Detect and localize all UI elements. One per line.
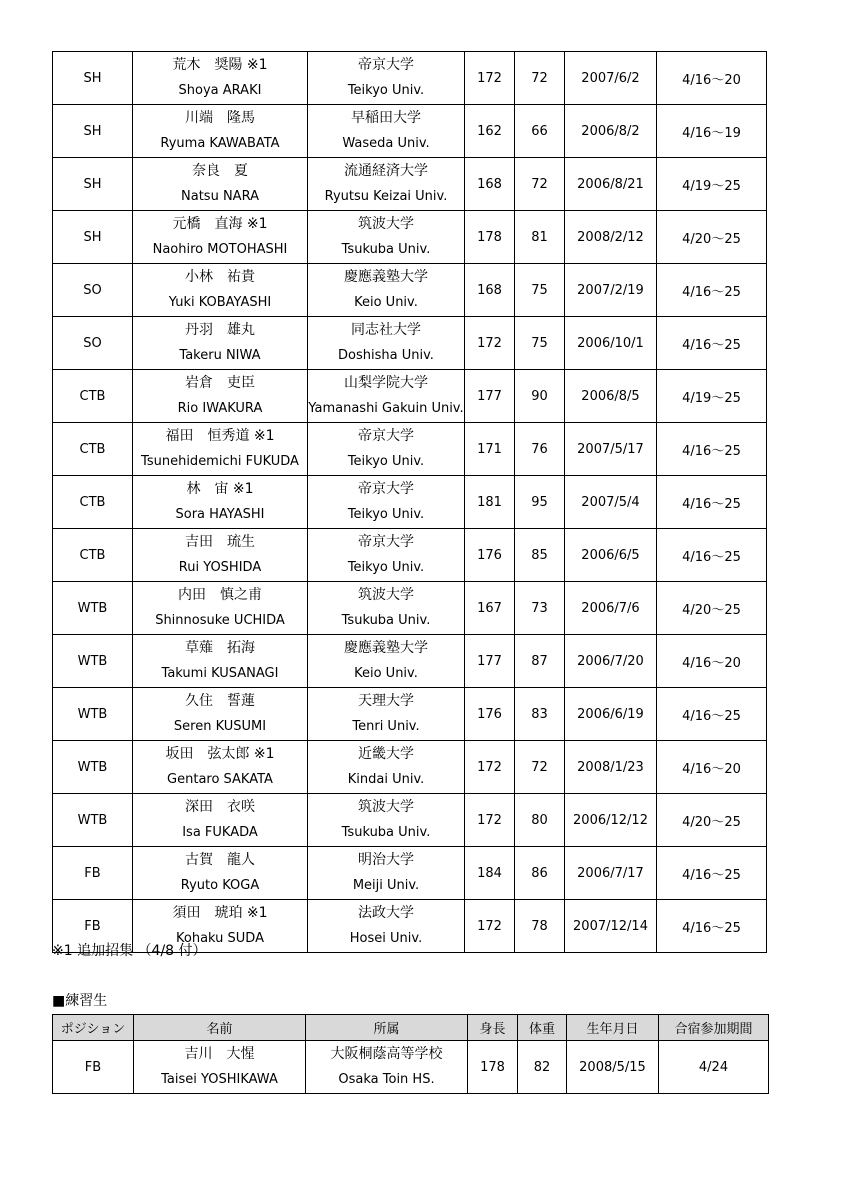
position-cell: WTB [53,741,133,794]
weight-cell: 80 [515,794,565,847]
name-japanese: 坂田 弦太郎 ※1 [165,746,275,762]
affiliation-cell [308,476,465,529]
camp-period-cell: 4/16～25 [657,847,767,900]
table-row [53,582,767,635]
name-cell [133,105,308,158]
table-row [53,105,767,158]
table-row [53,52,767,105]
camp-period-cell: 4/19～25 [657,370,767,423]
camp-period-cell: 4/16～25 [657,688,767,741]
affiliation-english: Ryutsu Keizai Univ. [324,189,448,204]
name-english: Shoya ARAKI [178,83,262,98]
height-cell: 172 [465,741,515,794]
affiliation-japanese: 早稲田大学 [351,110,421,126]
header-birthdate: 生年月日 [567,1015,659,1041]
height-cell: 177 [465,635,515,688]
name-cell [133,370,308,423]
position-cell: FB [53,847,133,900]
height-cell: 181 [465,476,515,529]
birthdate-cell: 2007/2/19 [565,264,657,317]
position-cell: SH [53,158,133,211]
table-row [53,211,767,264]
header-height: 身長 [468,1015,518,1041]
height-cell: 177 [465,370,515,423]
table-row [53,317,767,370]
practice-header-row [53,1015,769,1041]
table-row [53,847,767,900]
height-cell: 178 [465,211,515,264]
affiliation-japanese: 筑波大学 [358,799,414,815]
weight-cell: 82 [518,1041,567,1094]
name-cell [133,529,308,582]
weight-cell: 66 [515,105,565,158]
weight-cell: 72 [515,52,565,105]
affiliation-japanese: 慶應義塾大学 [344,269,428,285]
affiliation-english: Osaka Toin HS. [338,1072,435,1087]
position-cell: CTB [53,423,133,476]
birthdate-cell: 2006/8/21 [565,158,657,211]
height-cell: 168 [465,158,515,211]
affiliation-cell [308,317,465,370]
affiliation-english: Meiji Univ. [352,878,420,893]
name-english: Takumi KUSANAGI [161,666,279,681]
camp-period-cell: 4/19～25 [657,158,767,211]
name-cell [133,52,308,105]
affiliation-cell [308,900,465,953]
practice-table-body [53,1041,769,1094]
height-cell: 167 [465,582,515,635]
affiliation-english: Doshisha Univ. [338,348,434,363]
name-japanese: 川端 隆馬 [185,110,255,126]
name-cell [133,794,308,847]
affiliation-english: Tenri Univ. [352,719,420,734]
position-cell: SO [53,317,133,370]
weight-cell: 87 [515,635,565,688]
name-english: Rio IWAKURA [177,401,263,416]
affiliation-cell [308,158,465,211]
name-cell [133,264,308,317]
name-cell [133,476,308,529]
affiliation-japanese: 帝京大学 [358,534,414,550]
affiliation-cell [306,1041,468,1094]
name-cell [134,1041,306,1094]
position-cell: CTB [53,370,133,423]
position-cell: WTB [53,582,133,635]
name-english: Natsu NARA [181,189,259,204]
height-cell: 184 [465,847,515,900]
name-cell [133,847,308,900]
affiliation-japanese: 山梨学院大学 [344,375,428,391]
weight-cell: 72 [515,741,565,794]
name-english: Taisei YOSHIKAWA [161,1072,278,1087]
birthdate-cell: 2006/12/12 [565,794,657,847]
affiliation-japanese: 流通経済大学 [344,163,428,179]
position-cell: SO [53,264,133,317]
name-japanese: 丹羽 雄丸 [185,322,255,338]
birthdate-cell: 2006/6/19 [565,688,657,741]
birthdate-cell: 2006/7/6 [565,582,657,635]
position-cell: WTB [53,794,133,847]
name-english: Kohaku SUDA [176,931,264,946]
affiliation-english: Teikyo Univ. [347,454,425,469]
height-cell: 172 [465,52,515,105]
name-japanese: 草薙 拓海 [185,640,255,656]
affiliation-english: Kindai Univ. [347,772,425,787]
height-cell: 176 [465,529,515,582]
weight-cell: 81 [515,211,565,264]
birthdate-cell: 2008/2/12 [565,211,657,264]
affiliation-english: Yamanashi Gakuin Univ. [308,401,464,416]
camp-period-cell: 4/16～20 [657,52,767,105]
affiliation-japanese: 慶應義塾大学 [344,640,428,656]
birthdate-cell: 2008/5/15 [567,1041,659,1094]
birthdate-cell: 2007/5/4 [565,476,657,529]
height-cell: 168 [465,264,515,317]
affiliation-english: Waseda Univ. [342,136,430,151]
header-camp-period: 合宿参加期間 [659,1015,769,1041]
camp-period-cell: 4/16～20 [657,741,767,794]
name-english: Sora HAYASHI [175,507,265,522]
birthdate-cell: 2006/7/17 [565,847,657,900]
roster-table [52,51,767,953]
birthdate-cell: 2006/6/5 [565,529,657,582]
birthdate-cell: 2007/5/17 [565,423,657,476]
name-english: Naohiro MOTOHASHI [152,242,288,257]
affiliation-cell [308,635,465,688]
camp-period-cell: 4/16～25 [657,264,767,317]
position-cell: SH [53,105,133,158]
affiliation-cell [308,688,465,741]
affiliation-cell [308,847,465,900]
name-japanese: 小林 祐貴 [185,269,255,285]
name-english: Rui YOSHIDA [178,560,262,575]
table-row [53,370,767,423]
height-cell: 172 [465,317,515,370]
camp-period-cell: 4/16～19 [657,105,767,158]
table-row [53,688,767,741]
weight-cell: 90 [515,370,565,423]
height-cell: 171 [465,423,515,476]
practice-table [52,1014,769,1094]
affiliation-cell [308,105,465,158]
affiliation-japanese: 天理大学 [358,693,414,709]
position-cell: WTB [53,635,133,688]
affiliation-english: Teikyo Univ. [347,507,425,522]
name-japanese: 奈良 夏 [192,163,248,179]
name-english: Ryuma KAWABATA [160,136,280,151]
name-japanese: 久住 誓蓮 [185,693,255,709]
name-japanese: 福田 恒秀道 ※1 [165,428,275,444]
name-cell [133,688,308,741]
name-japanese: 岩倉 吏臣 [185,375,255,391]
table-row [53,158,767,211]
affiliation-japanese: 帝京大学 [358,428,414,444]
footnote: ※1 追加招集 （4/8 付） [52,943,207,959]
affiliation-cell [308,423,465,476]
affiliation-cell [308,52,465,105]
birthdate-cell: 2007/6/2 [565,52,657,105]
name-japanese: 吉田 琉生 [185,534,255,550]
height-cell: 162 [465,105,515,158]
name-japanese: 吉川 大惺 [184,1046,255,1062]
name-japanese: 荒木 奨陽 ※1 [172,57,268,73]
weight-cell: 78 [515,900,565,953]
affiliation-japanese: 筑波大学 [358,587,414,603]
name-english: Tsunehidemichi FUKUDA [141,454,299,469]
affiliation-japanese: 近畿大学 [358,746,414,762]
position-cell: SH [53,52,133,105]
affiliation-japanese: 帝京大学 [358,57,414,73]
weight-cell: 76 [515,423,565,476]
name-japanese: 深田 衣咲 [185,799,255,815]
name-english: Yuki KOBAYASHI [168,295,272,310]
name-english: Shinnosuke UCHIDA [155,613,285,628]
table-row [53,476,767,529]
name-cell [133,317,308,370]
camp-period-cell: 4/16～25 [657,317,767,370]
weight-cell: 83 [515,688,565,741]
header-name: 名前 [134,1015,306,1041]
camp-period-cell: 4/20～25 [657,582,767,635]
affiliation-english: Keio Univ. [354,295,418,310]
affiliation-japanese: 帝京大学 [358,481,414,497]
header-weight: 体重 [518,1015,567,1041]
weight-cell: 75 [515,317,565,370]
affiliation-cell [308,529,465,582]
name-japanese: 元橋 直海 ※1 [172,216,268,232]
height-cell: 178 [468,1041,518,1094]
name-cell [133,741,308,794]
height-cell: 176 [465,688,515,741]
name-english: Takeru NIWA [179,348,261,363]
table-row [53,741,767,794]
affiliation-english: Keio Univ. [354,666,418,681]
name-cell [133,582,308,635]
roster-table-body [53,52,767,953]
name-cell [133,158,308,211]
camp-period-cell: 4/16～20 [657,635,767,688]
name-english: Seren KUSUMI [173,719,267,734]
camp-period-cell: 4/16～25 [657,423,767,476]
name-english: Gentaro SAKATA [167,772,273,787]
camp-period-cell: 4/24 [659,1041,769,1094]
weight-cell: 85 [515,529,565,582]
weight-cell: 75 [515,264,565,317]
table-row [53,529,767,582]
table-row [53,264,767,317]
name-cell [133,635,308,688]
practice-section-title: ■練習生 [52,993,108,1009]
camp-period-cell: 4/16～25 [657,476,767,529]
name-cell [133,423,308,476]
height-cell: 172 [465,900,515,953]
affiliation-japanese: 同志社大学 [351,322,421,338]
camp-period-cell: 4/16～25 [657,900,767,953]
affiliation-english: Teikyo Univ. [347,83,425,98]
position-cell: CTB [53,476,133,529]
weight-cell: 73 [515,582,565,635]
affiliation-japanese: 明治大学 [358,852,414,868]
affiliation-english: Tsukuba Univ. [341,825,431,840]
weight-cell: 86 [515,847,565,900]
position-cell: FB [53,900,133,953]
header-affiliation: 所属 [306,1015,468,1041]
name-english: Ryuto KOGA [180,878,260,893]
weight-cell: 95 [515,476,565,529]
table-row [53,794,767,847]
affiliation-cell [308,794,465,847]
camp-period-cell: 4/20～25 [657,794,767,847]
affiliation-english: Tsukuba Univ. [341,613,431,628]
affiliation-japanese: 大阪桐蔭高等学校 [330,1046,443,1062]
position-cell: SH [53,211,133,264]
header-position: ポジション [53,1015,134,1041]
name-japanese: 林 宙 ※1 [186,481,254,497]
name-japanese: 内田 慎之甫 [178,587,262,603]
name-english: Isa FUKADA [182,825,258,840]
affiliation-english: Teikyo Univ. [347,560,425,575]
name-japanese: 須田 琥珀 ※1 [172,905,268,921]
position-cell: CTB [53,529,133,582]
birthdate-cell: 2008/1/23 [565,741,657,794]
affiliation-japanese: 法政大学 [358,905,414,921]
table-row [53,635,767,688]
affiliation-japanese: 筑波大学 [358,216,414,232]
name-japanese: 古賀 龍人 [185,852,255,868]
table-row [53,1041,769,1094]
affiliation-cell [308,741,465,794]
camp-period-cell: 4/20～25 [657,211,767,264]
height-cell: 172 [465,794,515,847]
birthdate-cell: 2006/7/20 [565,635,657,688]
affiliation-cell [308,370,465,423]
affiliation-english: Hosei Univ. [349,931,423,946]
affiliation-cell [308,582,465,635]
affiliation-english: Tsukuba Univ. [341,242,431,257]
camp-period-cell: 4/16～25 [657,529,767,582]
birthdate-cell: 2006/8/2 [565,105,657,158]
position-cell: WTB [53,688,133,741]
birthdate-cell: 2006/10/1 [565,317,657,370]
birthdate-cell: 2006/8/5 [565,370,657,423]
position-cell: FB [53,1041,134,1094]
name-cell [133,211,308,264]
affiliation-cell [308,211,465,264]
birthdate-cell: 2007/12/14 [565,900,657,953]
table-row [53,423,767,476]
weight-cell: 72 [515,158,565,211]
affiliation-cell [308,264,465,317]
